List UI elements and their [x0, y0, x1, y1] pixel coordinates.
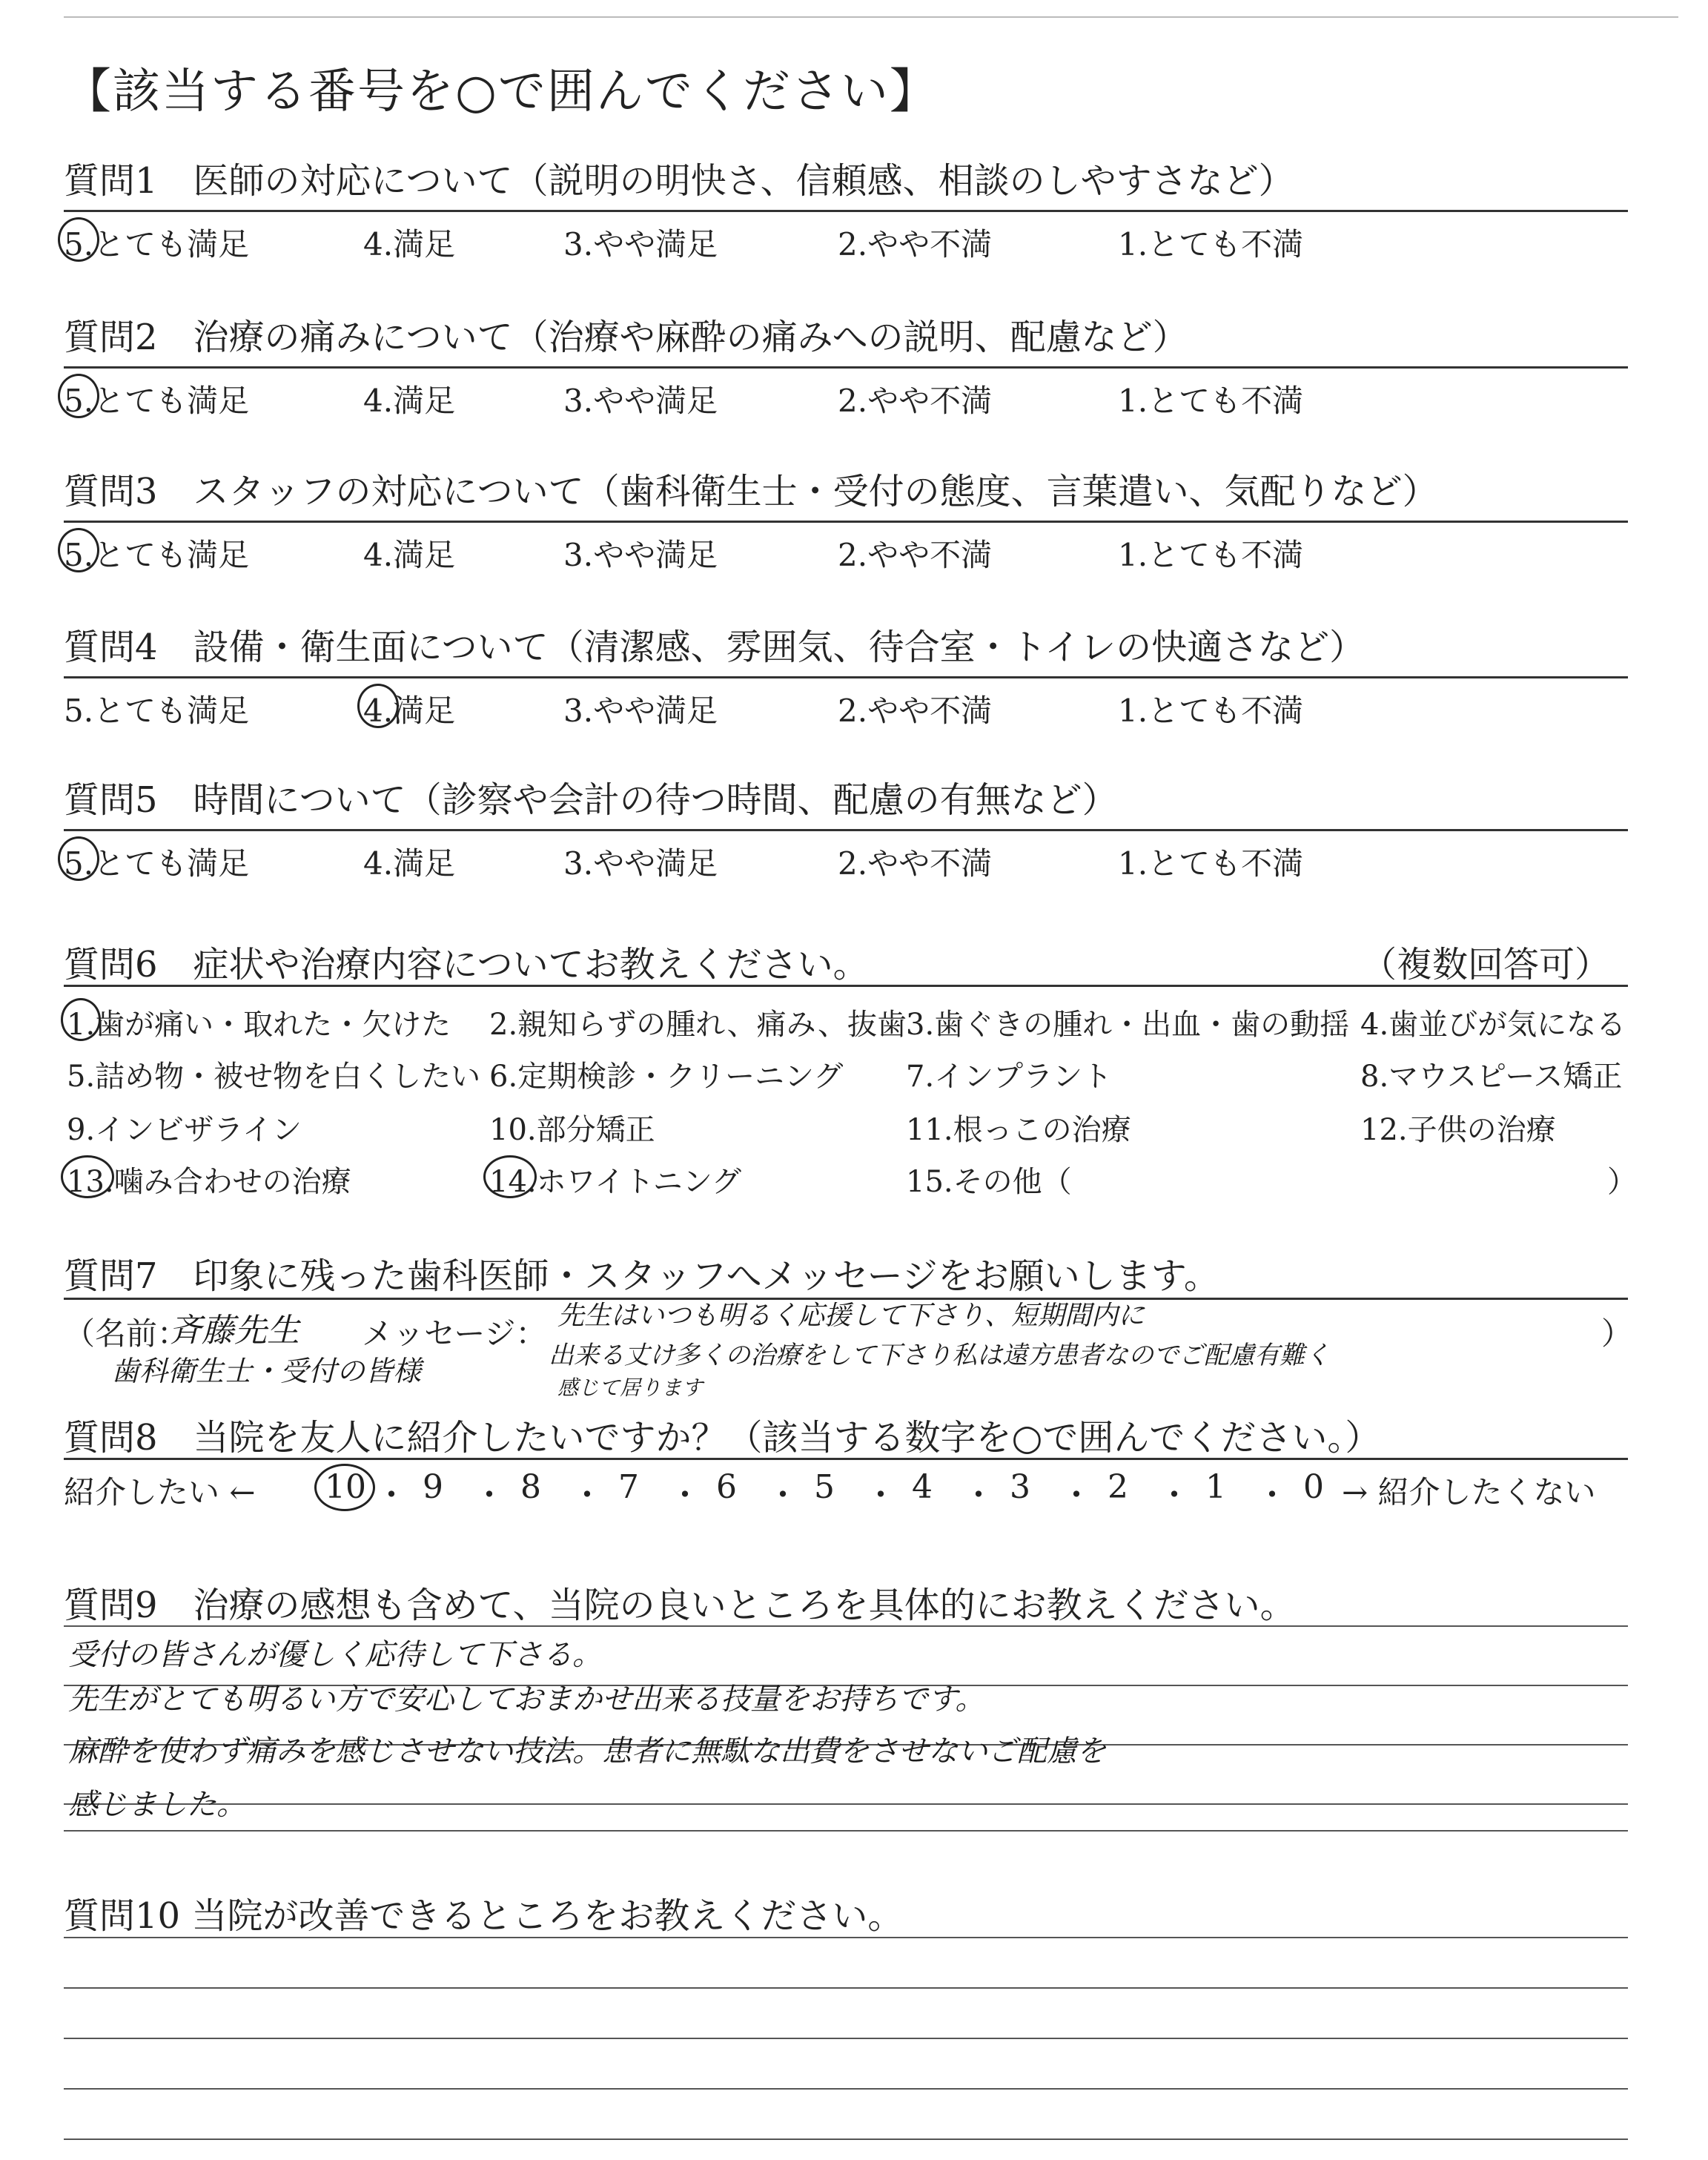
q8-scale-1[interactable]: 1 — [1205, 1468, 1226, 1506]
q6-option-14[interactable]: 14.ホワイトニング — [489, 1165, 742, 1199]
q5-option-2[interactable]: 2.やや不満 — [838, 845, 993, 882]
q4-selected-circle — [357, 684, 399, 728]
q8-scale-dot: ・ — [669, 1476, 701, 1514]
q2-option-3[interactable]: 3.やや満足 — [563, 383, 718, 419]
q6-note: （複数回答可） — [1361, 944, 1611, 985]
q7-name-handwritten-2: 歯科衛生士・受付の皆様 — [111, 1355, 422, 1387]
q6-option-1[interactable]: 1.歯が痛い・取れた・欠けた — [67, 1008, 451, 1042]
page-title: 【該当する番号を○で囲んでください】 — [64, 65, 939, 119]
q9-heading: 質問9 治療の感想も含めて、当院の良いところを具体的にお教えください。 — [64, 1585, 1296, 1626]
q8-scale-0[interactable]: 0 — [1303, 1468, 1324, 1506]
q7-name-label: （名前： — [64, 1315, 189, 1352]
q6-option-12[interactable]: 12.子供の治療 — [1360, 1113, 1556, 1147]
q6-option-10[interactable]: 10.部分矯正 — [489, 1113, 655, 1147]
q6-option-13[interactable]: 13.噛み合わせの治療 — [67, 1165, 351, 1199]
q10-line — [64, 1987, 1628, 1989]
q6-selected-circle-13 — [61, 1155, 114, 1198]
q8-scale-dot: ・ — [571, 1476, 603, 1514]
q6-heading: 質問6 症状や治療内容についてお教えください。 — [64, 944, 869, 985]
q6-option-16[interactable]: ） — [1607, 1165, 1637, 1199]
q2-rule — [64, 366, 1628, 369]
q1-rule — [64, 210, 1628, 212]
q2-option-2[interactable]: 2.やや不満 — [838, 383, 993, 419]
q5-rule — [64, 829, 1628, 831]
q3-rule — [64, 521, 1628, 523]
q6-option-6[interactable]: 6.定期検診・クリーニング — [489, 1060, 844, 1094]
q1-option-2[interactable]: 2.やや不満 — [838, 226, 993, 262]
q2-selected-circle — [58, 374, 99, 418]
q5-option-1[interactable]: 1.とても不満 — [1118, 845, 1304, 882]
q4-heading: 質問4 設備・衛生面について（清潔感、雰囲気、待合室・トイレの快適さなど） — [64, 627, 1366, 668]
q7-close: ） — [1601, 1315, 1633, 1352]
q3-option-1[interactable]: 1.とても不満 — [1118, 537, 1304, 573]
q7-message-label: メッセージ： — [362, 1315, 547, 1352]
q6-option-3[interactable]: 3.歯ぐきの腫れ・出血・歯の動揺 — [906, 1008, 1350, 1042]
q6-option-9[interactable]: 9.インビザライン — [67, 1113, 302, 1147]
q4-rule — [64, 676, 1628, 678]
q8-scale-dot: ・ — [1158, 1476, 1191, 1514]
q1-option-5[interactable]: 5.とても満足 — [64, 226, 250, 262]
q5-option-5[interactable]: 5.とても満足 — [64, 845, 250, 882]
q9-line — [64, 1625, 1628, 1627]
q1-heading: 質問1 医師の対応について（説明の明快さ、信頼感、相談のしやすさなど） — [64, 160, 1294, 202]
q7-heading: 質問7 印象に残った歯科医師・スタッフへメッセージをお願いします。 — [64, 1255, 1219, 1297]
q3-option-3[interactable]: 3.やや満足 — [563, 537, 718, 573]
q10-line — [64, 2038, 1628, 2039]
q10-line — [64, 2088, 1628, 2090]
q8-scale-6[interactable]: 6 — [716, 1468, 737, 1506]
q7-message-line-2: 出来る丈け多くの治療をして下さり私は遠方患者なのでご配慮有難く — [549, 1341, 1330, 1370]
q3-selected-circle — [58, 528, 99, 572]
q4-option-3[interactable]: 3.やや満足 — [563, 693, 718, 729]
q8-scale-5[interactable]: 5 — [814, 1468, 835, 1506]
q6-option-11[interactable]: 11.根っこの治療 — [906, 1113, 1131, 1147]
q8-scale-dot: ・ — [962, 1476, 995, 1514]
q8-heading: 質問8 当院を友人に紹介したいですか？（該当する数字を○で囲んでください。） — [64, 1417, 1381, 1459]
q4-option-1[interactable]: 1.とても不満 — [1118, 693, 1304, 729]
q6-option-15[interactable]: 15.その他（ — [906, 1165, 1072, 1199]
q8-scale-dot: ・ — [1256, 1476, 1288, 1514]
q10-line — [64, 2138, 1628, 2140]
q8-scale-8[interactable]: 8 — [520, 1468, 541, 1506]
q7-message-line-1: 先生はいつも明るく応援して下さり、短期間内に — [557, 1301, 1145, 1331]
q7-name-handwritten-1: 斉藤先生 — [169, 1312, 299, 1350]
q6-selected-circle-14 — [483, 1155, 537, 1198]
q3-heading: 質問3 スタッフの対応について（歯科衛生士・受付の態度、言葉遣い、気配りなど） — [64, 471, 1438, 512]
q8-scale-dot: ・ — [1060, 1476, 1093, 1514]
q5-option-3[interactable]: 3.やや満足 — [563, 845, 718, 882]
q3-option-5[interactable]: 5.とても満足 — [64, 537, 250, 573]
q4-option-5[interactable]: 5.とても満足 — [64, 693, 250, 729]
q2-option-5[interactable]: 5.とても満足 — [64, 383, 250, 419]
q3-option-4[interactable]: 4.満足 — [363, 537, 456, 573]
q9-line — [64, 1803, 1628, 1805]
q6-option-7[interactable]: 7.インプラント — [906, 1060, 1113, 1094]
q1-option-4[interactable]: 4.満足 — [363, 226, 456, 262]
q8-rule — [64, 1458, 1628, 1460]
q2-option-4[interactable]: 4.満足 — [363, 383, 456, 419]
q8-scale-dot: ・ — [473, 1476, 506, 1514]
q8-scale-3[interactable]: 3 — [1010, 1468, 1030, 1506]
q8-left-label: 紹介したい ← — [64, 1474, 256, 1510]
q5-heading: 質問5 時間について（診察や会計の待つ時間、配慮の有無など） — [64, 779, 1118, 821]
q8-scale-2[interactable]: 2 — [1108, 1468, 1128, 1506]
q8-scale-dot: ・ — [375, 1476, 408, 1514]
q8-scale-10[interactable]: 10 — [325, 1468, 366, 1506]
q8-scale-dot: ・ — [864, 1476, 897, 1514]
q8-scale-9[interactable]: 9 — [423, 1468, 443, 1506]
q8-scale-dot: ・ — [767, 1476, 799, 1514]
q2-option-1[interactable]: 1.とても不満 — [1118, 383, 1304, 419]
q6-selected-circle-1 — [61, 998, 101, 1041]
q6-option-8[interactable]: 8.マウスピース矯正 — [1360, 1060, 1623, 1094]
q6-option-4[interactable]: 4.歯並びが気になる — [1360, 1008, 1626, 1042]
q8-right-label: → 紹介したくない — [1342, 1474, 1596, 1510]
q6-option-2[interactable]: 2.親知らずの腫れ、痛み、抜歯 — [489, 1008, 907, 1042]
q1-option-1[interactable]: 1.とても不満 — [1118, 226, 1304, 262]
q2-heading: 質問2 治療の痛みについて（治療や麻酔の痛みへの説明、配慮など） — [64, 317, 1188, 358]
top-border — [64, 16, 1678, 18]
q4-option-2[interactable]: 2.やや不満 — [838, 693, 993, 729]
q8-selected-circle — [314, 1464, 375, 1511]
q9-line — [64, 1830, 1628, 1832]
q9-handwritten-line-2: 先生がとても明るい方で安心しておまかせ出来る技量をお持ちです。 — [68, 1682, 985, 1717]
q10-heading: 質問10 当院が改善できるところをお教えください。 — [64, 1895, 904, 1937]
q9-handwritten-line-4: 感じました。 — [68, 1788, 246, 1822]
q8-scale-4[interactable]: 4 — [912, 1468, 933, 1506]
q6-option-5[interactable]: 5.詰め物・被せ物を白くしたい — [67, 1060, 481, 1094]
q3-option-2[interactable]: 2.やや不満 — [838, 537, 993, 573]
q10-line — [64, 1937, 1628, 1938]
q5-selected-circle — [58, 836, 99, 881]
q1-option-3[interactable]: 3.やや満足 — [563, 226, 718, 262]
q1-selected-circle — [58, 217, 99, 262]
q5-option-4[interactable]: 4.満足 — [363, 845, 456, 882]
q9-handwritten-line-1: 受付の皆さんが優しく応待して下さる。 — [68, 1638, 602, 1672]
q4-option-4[interactable]: 4.満足 — [363, 693, 456, 729]
q6-rule — [64, 985, 1628, 987]
q9-handwritten-line-3: 麻酔を使わず痛みを感じさせない技法。患者に無駄な出費をさせないご配慮を — [68, 1734, 1106, 1768]
q8-scale-7[interactable]: 7 — [618, 1468, 639, 1506]
q7-message-line-3: 感じて居ります — [557, 1375, 704, 1400]
